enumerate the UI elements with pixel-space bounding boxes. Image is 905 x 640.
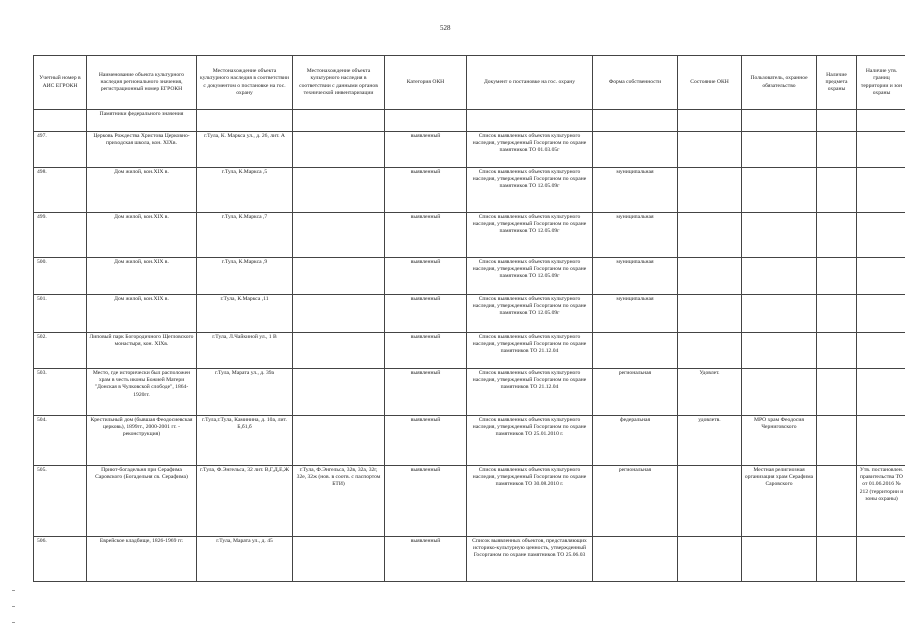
cell-state: Удовлет. — [678, 369, 742, 416]
cell-user — [742, 295, 817, 333]
cell-protection-subject — [817, 416, 857, 466]
table-row — [34, 168, 905, 213]
cell-location: г.Тула, К.Маркса ,7 — [197, 213, 293, 258]
cell-protection-subject — [817, 132, 857, 168]
cell-category: выявленный — [385, 295, 467, 333]
cell-name: Еврейское кладбище, 1826-1969 гг. — [87, 537, 197, 582]
table-row — [34, 333, 905, 369]
cell-state — [678, 466, 742, 537]
table-row — [34, 416, 905, 466]
cell-boundaries — [857, 295, 905, 333]
cell-document: Список выявленных объектов культурного наследия, утвержденный Госорганом по охране памятников ТО 25.01.2010 г. — [467, 416, 593, 466]
cell-user — [742, 369, 817, 416]
cell-ownership — [593, 537, 678, 582]
cell-protection-subject — [817, 258, 857, 295]
cell-boundaries — [857, 369, 905, 416]
cell-category: выявленный — [385, 132, 467, 168]
heritage-objects-table — [33, 55, 905, 582]
cell-document: Список выявленных объектов культурного наследия, утвержденный Госорганом по охране памятников ТО 12.05.09г — [467, 168, 593, 213]
cell-boundaries — [857, 416, 905, 466]
cell-category: выявленный — [385, 213, 467, 258]
cell-user — [742, 333, 817, 369]
cell-document: Список выявленных объектов культурного наследия, утвержденный Госорганом по охране памятников ТО 21.12.04 — [467, 333, 593, 369]
cell-state — [678, 537, 742, 582]
cell-name: Дом жилой, кон.XIX в. — [87, 168, 197, 213]
margin-mark — [12, 622, 15, 623]
col-header-location: Местонахождение объекта культурного наследия в соответствии с документом о постановке на гос. охрану — [197, 56, 293, 110]
cell-boundaries: Утв. постановлен. правительства ТО от 01.06.2016 № 212 (территории и зоны охраны) — [857, 466, 905, 537]
cell-location-bti — [293, 258, 385, 295]
cell-document: Список выявленных объектов, представляющих историко-культурную ценность, утвержденный Госорганом по охране памятников ТО 25.06.03 — [467, 537, 593, 582]
cell-state — [678, 333, 742, 369]
cell-protection-subject — [817, 369, 857, 416]
cell-ownership — [593, 333, 678, 369]
cell-protection-subject — [817, 466, 857, 537]
cell-location-bti — [293, 537, 385, 582]
table-row — [34, 537, 905, 582]
cell-boundaries — [857, 333, 905, 369]
cell-reg-number: 497. — [34, 132, 87, 168]
table-row — [34, 295, 905, 333]
cell-reg-number: 500. — [34, 258, 87, 295]
header-row — [34, 56, 905, 110]
cell-location: г.Тула, Ф.Энгельса, 32 лит. В,Г,Д,Е,Ж — [197, 466, 293, 537]
cell-user — [742, 168, 817, 213]
col-header-location-bti: Местонахождение объекта культурного наследия в соответствии с данными органов технической инвентаризации — [293, 56, 385, 110]
cell-location-bti — [293, 369, 385, 416]
margin-mark — [12, 590, 15, 591]
cell-reg-number: 505. — [34, 466, 87, 537]
cell-location-bti — [293, 416, 385, 466]
cell-location: г.Тула, К.Маркса ,5 — [197, 168, 293, 213]
cell-user: МРО храм Феодосия Черниговского — [742, 416, 817, 466]
page-number: 528 — [440, 24, 451, 32]
cell-category: выявленный — [385, 416, 467, 466]
cell-reg-number: 502. — [34, 333, 87, 369]
cell-reg-number: 501. — [34, 295, 87, 333]
table-row — [34, 213, 905, 258]
cell-location-bti: г.Тула, Ф.Энгельса, 32в, 32а, 32г, 32е, 32ж (нов. в соотв. с паспортом БТИ) — [293, 466, 385, 537]
cell-boundaries — [857, 537, 905, 582]
cell-boundaries — [857, 168, 905, 213]
cell-name: Дом жилой, кон.XIX в. — [87, 258, 197, 295]
cell-reg-number: 499. — [34, 213, 87, 258]
cell-name: Дом жилой, кон.XIX в. — [87, 295, 197, 333]
cell-category: выявленный — [385, 369, 467, 416]
cell-location: г.Тула, Марата ул., д. 39а — [197, 369, 293, 416]
cell-location: г.Тула, К. Маркса ул., д. 26, лит. А — [197, 132, 293, 168]
cell-category: выявленный — [385, 466, 467, 537]
col-header-boundaries: Наличие утв. границ территории и зон охраны — [857, 56, 905, 110]
table-row — [34, 369, 905, 416]
margin-mark — [12, 606, 15, 607]
cell-location-bti — [293, 295, 385, 333]
cell-document: Список выявленных объектов культурного наследия, утвержденный Госорганом по охране памятников ТО 12.05.09г — [467, 295, 593, 333]
cell-ownership: региональная — [593, 466, 678, 537]
cell-user — [742, 132, 817, 168]
cell-document: Список выявленных объектов культурного наследия, утвержденный Госорганом по охране памятников ТО 21.12.04 — [467, 369, 593, 416]
cell-protection-subject — [817, 333, 857, 369]
table-row — [34, 258, 905, 295]
cell-location: г.Тула, К.Маркса ,11 — [197, 295, 293, 333]
cell-state — [678, 258, 742, 295]
cell-ownership: муниципальная — [593, 295, 678, 333]
cell-ownership: федеральная — [593, 416, 678, 466]
cell-reg-number: 504. — [34, 416, 87, 466]
cell-document: Список выявленных объектов культурного наследия, утвержденный Госорганом по охране памятников ТО 12.05.09г — [467, 213, 593, 258]
table-row — [34, 132, 905, 168]
cell-protection-subject — [817, 295, 857, 333]
col-header-reg-number: Учетный номер в АИС ЕГРОКН — [34, 56, 87, 110]
section-row — [34, 110, 905, 132]
cell-protection-subject — [817, 213, 857, 258]
col-header-protection-subject: Наличие предмета охраны — [817, 56, 857, 110]
cell-location: г.Тула, Л.Чайкиной ул., 1 В — [197, 333, 293, 369]
cell-location: г.Тула,г.Тула, Каминина, д. 10а, лит. Б,б1,б — [197, 416, 293, 466]
cell-reg-number: 503. — [34, 369, 87, 416]
cell-reg-number: 506. — [34, 537, 87, 582]
cell-ownership: муниципальная — [593, 258, 678, 295]
cell-category: выявленный — [385, 168, 467, 213]
cell-state — [678, 295, 742, 333]
cell-user: Местная религиозная организация храм Серафима Саровского — [742, 466, 817, 537]
cell-protection-subject — [817, 537, 857, 582]
cell-name: Крестильный дом (бывшая Феодосиевская церковь), 1899гг., 2000-2001 гг. - реконструкция) — [87, 416, 197, 466]
col-header-user: Пользователь, охранное обязательство — [742, 56, 817, 110]
cell-location: г.Тула, К.Маркса ,9 — [197, 258, 293, 295]
col-header-category: Категория ОКН — [385, 56, 467, 110]
cell-location-bti — [293, 132, 385, 168]
cell-name: Место, где исторически был расположен храм в честь иконы Божией Матери "Донская в Чулковской слободе", 1864-1920гг. — [87, 369, 197, 416]
section-title: Памятники федерального значения — [87, 110, 197, 132]
cell-state: удовлетв. — [678, 416, 742, 466]
cell-boundaries — [857, 258, 905, 295]
cell-document: Список выявленных объектов культурного наследия, утвержденный Госорганом по охране памятников ТО 12.05.09г — [467, 258, 593, 295]
cell-user — [742, 213, 817, 258]
cell-category: выявленный — [385, 333, 467, 369]
col-header-document: Документ о постановке на гос. охрану — [467, 56, 593, 110]
cell-ownership — [593, 132, 678, 168]
col-header-state: Состояние ОКН — [678, 56, 742, 110]
table-row — [34, 466, 905, 537]
cell-name: Церковь Рождества Христова Церковно-приходская школа, кон. XIXв. — [87, 132, 197, 168]
cell-user — [742, 537, 817, 582]
cell-state — [678, 213, 742, 258]
cell-category: выявленный — [385, 537, 467, 582]
cell-location-bti — [293, 213, 385, 258]
cell-boundaries — [857, 213, 905, 258]
cell-state — [678, 168, 742, 213]
cell-ownership: муниципальная — [593, 168, 678, 213]
cell-location-bti — [293, 168, 385, 213]
cell-document: Список выявленных объектов культурного наследия, утвержденный Госорганом по охране памятников ТО 30.08.2010 г. — [467, 466, 593, 537]
cell-location: г.Тула, Марата ул., д. 45 — [197, 537, 293, 582]
cell-state — [678, 132, 742, 168]
cell-name: Липовый парк Богородичного Щегловского монастыря, кон. XIXв. — [87, 333, 197, 369]
cell-reg-number: 498. — [34, 168, 87, 213]
col-header-ownership: Форма собственности — [593, 56, 678, 110]
col-header-name: Наименование объекта культурного наследия регионального значения, регистрационный номер ЕГРОКН — [87, 56, 197, 110]
cell-protection-subject — [817, 168, 857, 213]
cell-category: выявленный — [385, 258, 467, 295]
cell-name: Приют-богадельня при Серафима Саровского (Богадельня св. Серафима) — [87, 466, 197, 537]
cell-ownership: муниципальная — [593, 213, 678, 258]
cell-boundaries — [857, 132, 905, 168]
cell-name: Дом жилой, кон.XIX в. — [87, 213, 197, 258]
cell-ownership: региональная — [593, 369, 678, 416]
cell-user — [742, 258, 817, 295]
cell-document: Список выявленных объектов культурного наследия, утвержденный Госорганом по охране памятников ТО 01.03.05г — [467, 132, 593, 168]
cell-location-bti — [293, 333, 385, 369]
